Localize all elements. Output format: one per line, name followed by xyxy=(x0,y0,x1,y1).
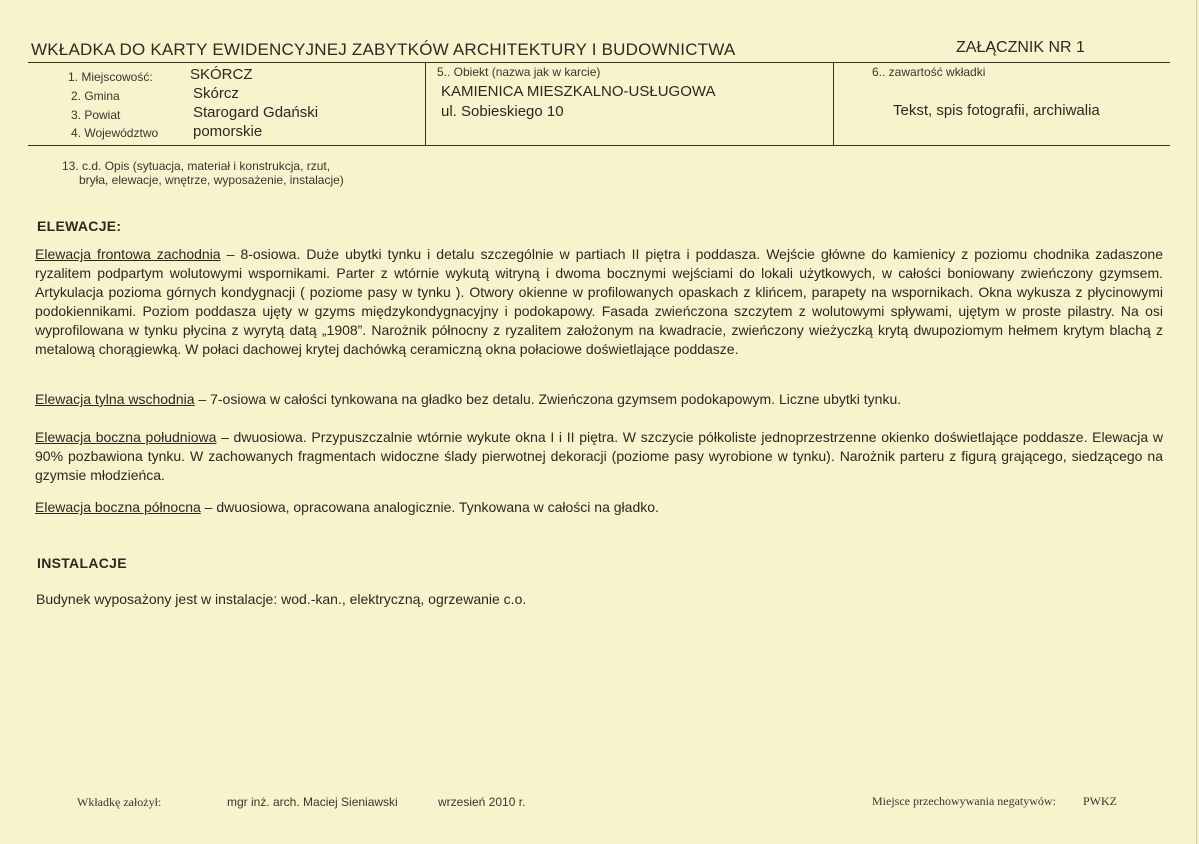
elevation-side-north xyxy=(35,498,1163,517)
object-name: KAMIENICA MIESZKALNO-USŁUGOWA xyxy=(441,83,716,100)
contents-value: Tekst, spis fotografii, archiwalia xyxy=(893,102,1100,119)
elevation-front-west-title: Elewacja frontowa zachodnia xyxy=(35,246,221,262)
footer-created-label: Wkładkę założył: xyxy=(77,795,162,809)
footer-date: wrzesień 2010 r. xyxy=(438,795,526,809)
elevation-side-south xyxy=(35,428,1163,485)
location-value-commune: Skórcz xyxy=(193,85,239,102)
object-label: 5.. Obiekt (nazwa jak w karcie) xyxy=(437,65,601,79)
header-divider-2 xyxy=(833,62,834,145)
elevation-side-south-title: Elewacja boczna południowa xyxy=(35,429,217,445)
elevation-front-west xyxy=(35,245,1163,359)
footer-negatives-label: Miejsce przechowywania negatywów: xyxy=(872,794,1056,808)
description-label-line2: bryła, elewacje, wnętrze, wyposażenie, instalacje) xyxy=(79,173,344,187)
document-title: WKŁADKA DO KARTY EWIDENCYJNEJ ZABYTKÓW ARCHITEKTURY I BUDOWNICTWA xyxy=(31,40,736,59)
location-label-county: 3. Powiat xyxy=(71,108,121,122)
footer-negatives-value: PWKZ xyxy=(1083,794,1117,808)
elevation-side-north-title: Elewacja boczna północna xyxy=(35,499,201,515)
elevation-side-south-text: – dwuosiowa. Przypuszczalnie wtórnie wykute okna I i II piętra. W szczycie półkoliste jednoprzestrzenne okienko doświetlające poddasze. Elewacja w 90% pozbawiona tynku. W zachowanych fragmentach widoczne ślady pierwotnej dekoracji (poziome pasy wyrobione w tynku). Narożnik parteru z figurą grającego, siedzącego na gzymsie młodzieńca. xyxy=(35,429,1163,483)
header-divider-1 xyxy=(425,62,426,145)
location-label-commune: 2. Gmina xyxy=(71,89,120,103)
contents-label: 6.. zawartość wkładki xyxy=(872,65,986,79)
elevation-side-north-text: – dwuosiowa, opracowana analogicznie. Tynkowana w całości na gładko. xyxy=(200,499,659,515)
footer-author: mgr inż. arch. Maciej Sieniawski xyxy=(227,795,398,809)
location-value-voivodeship: pomorskie xyxy=(193,123,263,140)
location-label-town: 1. Miejscowość: xyxy=(68,70,153,84)
elevation-rear-east-text: – 7-osiowa w całości tynkowana na gładko bez detalu. Zwieńczona gzymsem podokapowym. Liczne ubytki tynku. xyxy=(194,391,902,407)
location-value-town: SKÓRCZ xyxy=(190,66,253,83)
annex-number: ZAŁĄCZNIK NR 1 xyxy=(956,39,1085,56)
location-value-county: Starogard Gdański xyxy=(193,104,319,121)
elevation-rear-east xyxy=(35,390,1163,409)
installations-text: Budynek wyposażony jest w instalacje: wod.-kan., elektryczną, ogrzewanie c.o. xyxy=(36,591,527,607)
elevation-rear-east-title: Elewacja tylna wschodnia xyxy=(35,391,195,407)
object-address: ul. Sobieskiego 10 xyxy=(441,103,564,120)
description-label-line1: 13. c.d. Opis (sytuacja, materiał i konstrukcja, rzut, xyxy=(62,159,331,173)
location-label-voivodeship: 4. Województwo xyxy=(71,126,159,140)
installations-heading: INSTALACJE xyxy=(37,555,127,571)
elevation-front-west-text: – 8-osiowa. Duże ubytki tynku i detalu szczególnie w partiach II piętra i poddasza. Wejście główne do kamienicy z poziomu chodnika zadaszone ryzalitem podpartym wolutowymi wspornikami. Parter z wtórnie wykutą witryną i dwoma bocznymi wejściami do lokali użytkowych, w całości boniowany zwieńczony gzymsem. Artykulacja pozioma górnych kondygnacji ( poziome pasy w tynku ). Otwory okienne w profilowanych opaskach z klińcem, parapety na wspornikach. Okna wykusza z płycinowymi podokiennikami. Poziom poddasza ujęty w gzyms międzykondygnacyjny i podokapowy. Fasada zwieńczona szczytem z wolutowymi spływami, ujętym w proste pilastry. Na osi wyprofilowana w tynku płycina z wyrytą datą „1908”. Narożnik północny z ryzalitem założonym na kwadracie, zwieńczony wieżyczką krytą dwupoziomym hełmem krytym blachą z metalową chorągiewką. W połaci dachowej krytej dachówką ceramiczną okna połaciowe doświetlające poddasze. xyxy=(35,246,1163,357)
scan-edge xyxy=(1196,0,1197,844)
elevations-heading: ELEWACJE: xyxy=(37,218,122,234)
header-rule-top xyxy=(28,62,1170,63)
header-rule-bottom xyxy=(28,145,1170,146)
